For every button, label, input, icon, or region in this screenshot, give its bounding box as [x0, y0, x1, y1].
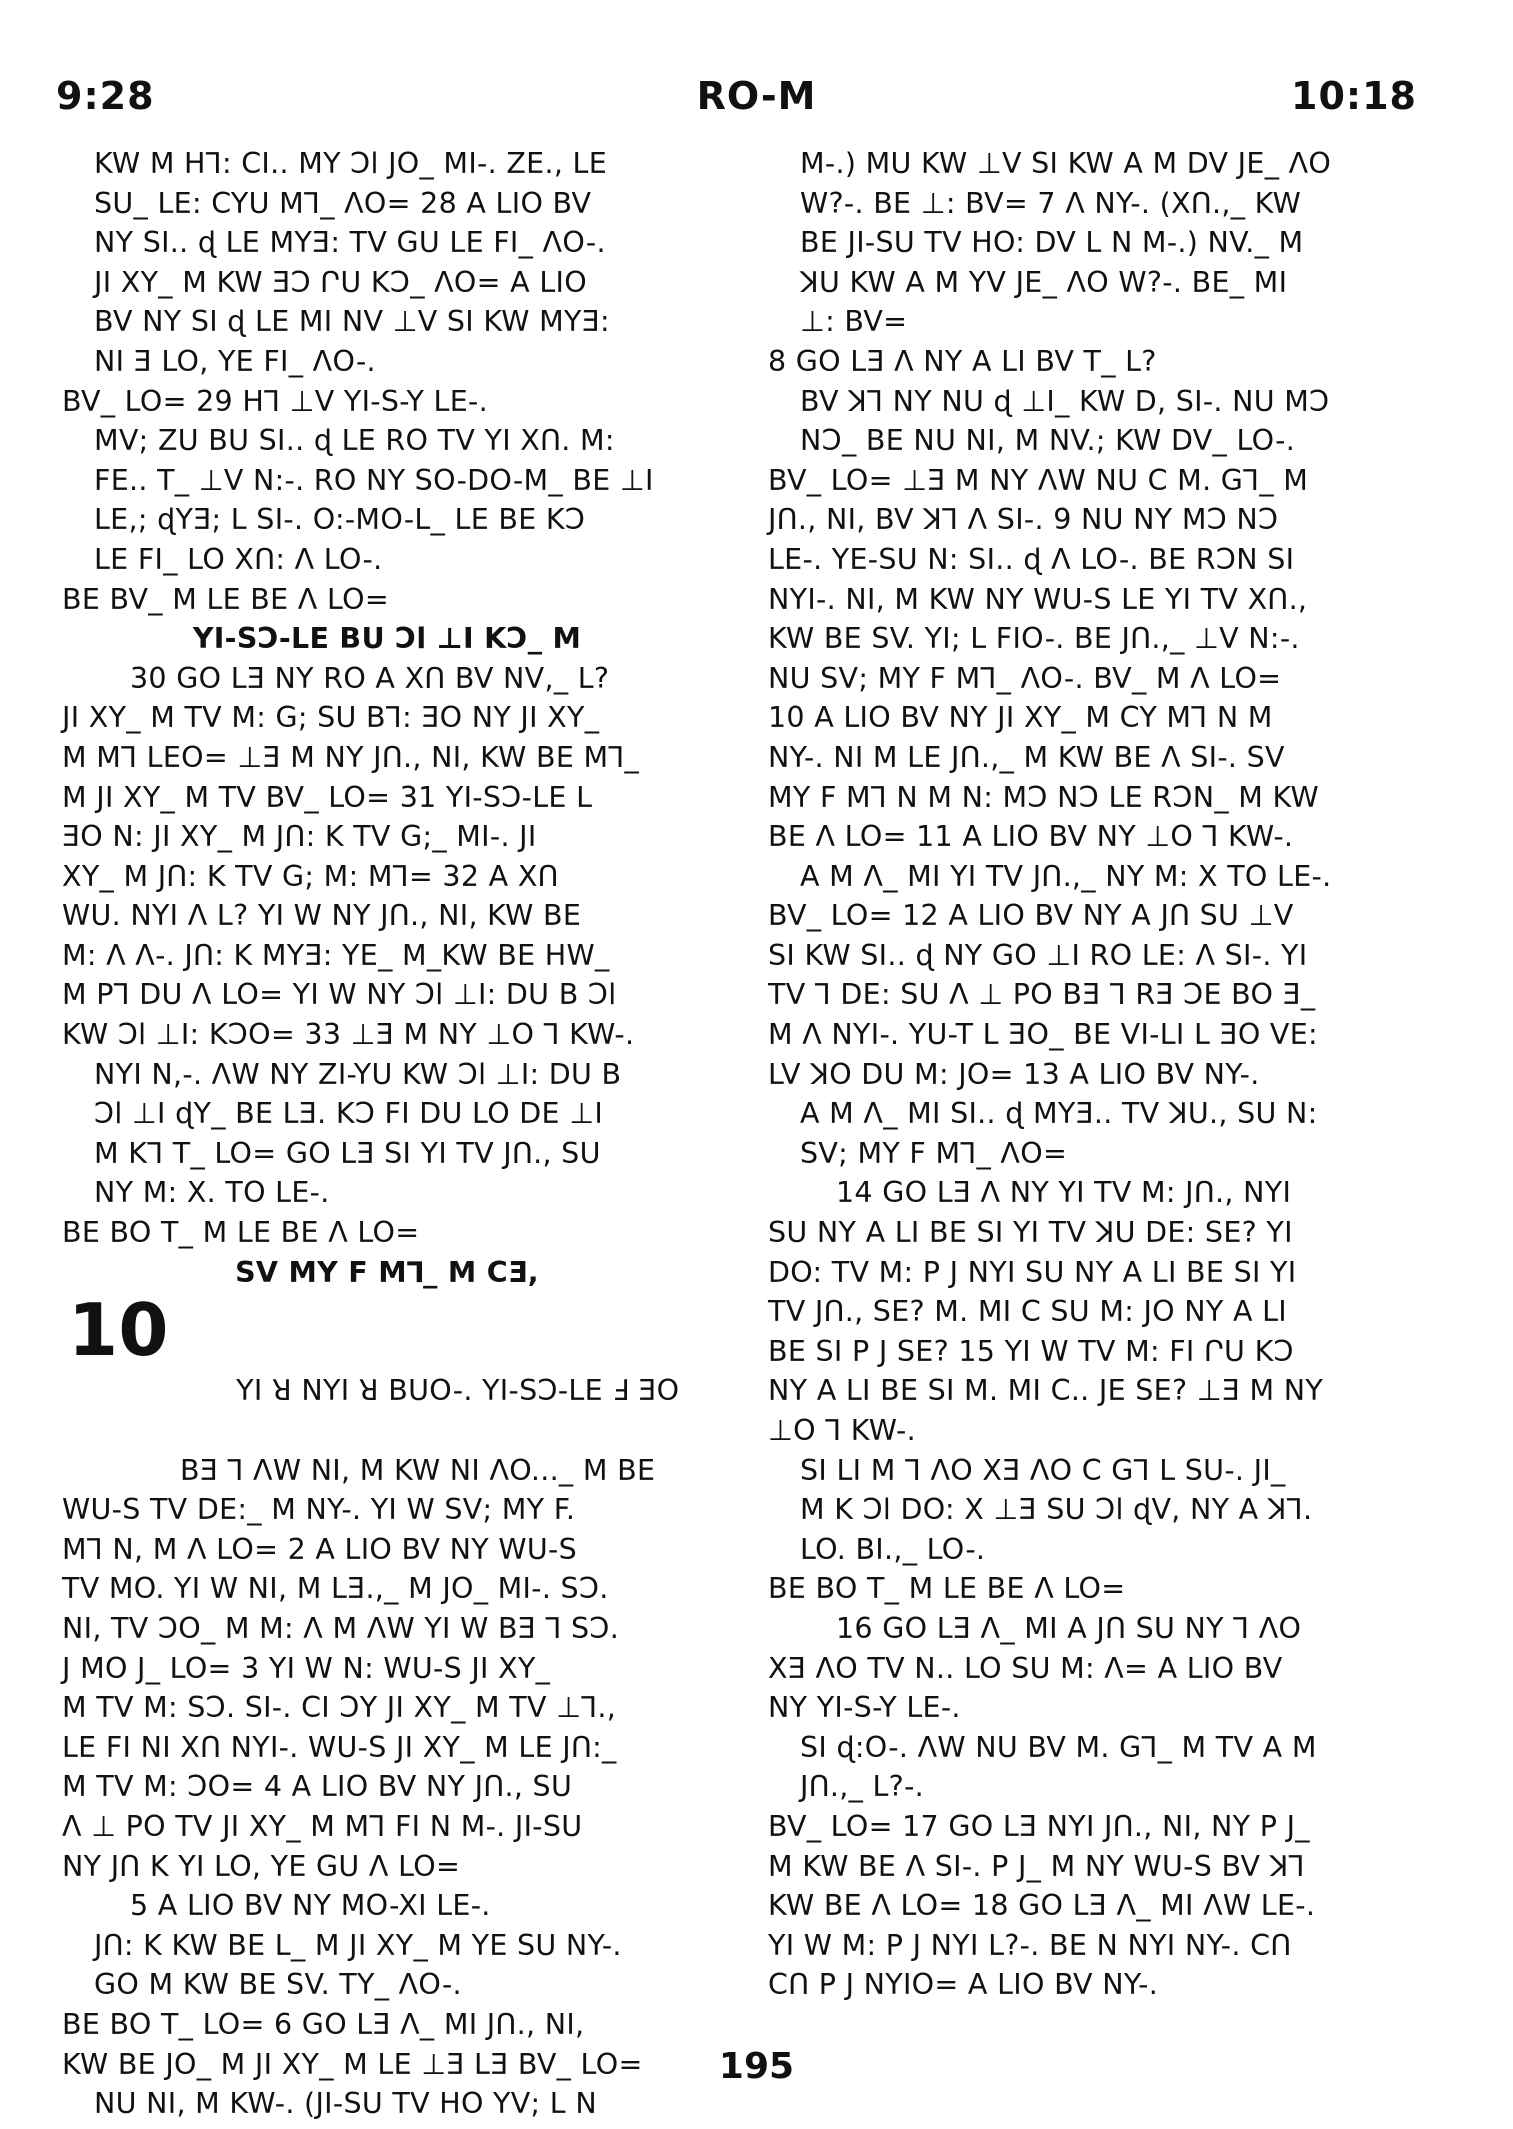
text-line: SV; MY F M⅂_ ΛO= — [800, 1136, 1068, 1170]
text-line: NY A LI BE SI M. MI C.. JE SE? ⊥Ǝ M NY — [768, 1374, 1324, 1408]
text-line: KW BE Λ LO= 18 GO LƎ Λ_ MI ΛW LE-. — [768, 1889, 1316, 1923]
text-line: FE.. T_ ⊥V N:-. RO NY SO-DO-M_ BE ⊥I — [94, 463, 654, 497]
text-line: M TV M: ƆO= 4 A LIO BV NY JՈ., SU — [62, 1770, 573, 1804]
text-line: JՈ., NI, BV ꓘ⅂ Λ SI-. 9 NU NY MƆ NƆ — [768, 503, 1279, 537]
text-line: 8 GO LƎ Λ NY A LI BV T_ L? — [768, 344, 1157, 378]
page-number: 195 — [718, 2046, 795, 2087]
text-line: BV ꓘ⅂ NY NU ɖ ⊥I_ KW D, SI-. NU MƆ — [800, 384, 1330, 418]
text-line: BE SI P J SE? 15 YI W TV M: FI ՐU KƆ — [768, 1334, 1294, 1368]
text-line: M: Λ Λ-. JՈ: K MYƎ: YE_ M_KW BE HW_ — [62, 938, 610, 972]
text-line: NYI-. NI, M KW NY WU-S LE YI TV XՈ., — [768, 582, 1308, 616]
text-line: 14 GO LƎ Λ NY YI TV M: JՈ., NYI — [836, 1176, 1292, 1210]
text-line: WU. NYI Λ L? YI W NY JՈ., NI, KW BE — [62, 899, 582, 933]
text-line: TV JՈ., SE? M. MI C SU M: JO NY A LI — [768, 1295, 1287, 1329]
text-line: NYI N,-. ΛW NY ZI-YU KW Ɔl ⊥I: DU B — [94, 1057, 622, 1091]
text-line: KW M H⅂: CI.. MY Ɔl JO_ MI-. ZE., LE — [94, 147, 608, 180]
text-line: NI Ǝ LO, YE FI_ ΛO-. — [94, 344, 376, 378]
text-line: M K Ɔl DO: X ⊥Ǝ SU Ɔl ɖV, NY A ꓘ⅂. — [800, 1493, 1313, 1527]
text-line: ꓘU KW A M YV JE_ ΛO W?-. BE_ MI — [800, 265, 1288, 299]
text-line: ⊥O ⅂ KW-. — [768, 1414, 916, 1447]
text-line: M KW BE Λ SI-. P J_ M NY WU-S BV ꓘ⅂ — [768, 1849, 1305, 1883]
text-line: BE BV_ M LE BE Λ LO= — [62, 582, 390, 616]
text-line: LV ꓘO DU M: JO= 13 A LIO BV NY-. — [768, 1057, 1260, 1091]
text-line: DO: TV M: P J NYI SU NY A LI BE SI YI — [768, 1255, 1297, 1289]
text-line: NY SI.. ɖ LE MYƎ: TV GU LE FI_ ΛO-. — [94, 226, 606, 260]
text-line: Λ ⊥ PO TV JI XY_ M M⅂ FI N M-. JI-SU — [62, 1809, 583, 1843]
text-line: SI KW SI.. ɖ NY GO ⊥I RO LE: Λ SI-. YI — [768, 938, 1308, 972]
text-line: LE FI NI XՈ NYI-. WU-S JI XY_ M LE JՈ:_ — [62, 1730, 617, 1764]
text-line: XƎ ΛO TV N.. LO SU M: Λ= A LIO BV — [768, 1651, 1283, 1685]
text-line: GO M KW BE SV. TY_ ΛO-. — [94, 1968, 462, 2002]
text-line: BƎ ⅂ ΛW NI, M KW NI ΛO..._ M BE — [180, 1453, 656, 1487]
text-line: M⅂ N, M Λ LO= 2 A LIO BV NY WU-S — [62, 1532, 577, 1566]
section-heading: SV MY F M⅂_ M CƎ, — [235, 1255, 539, 1289]
text-line: NƆ_ BE NU NI, M NV.; KW DV_ LO-. — [800, 424, 1296, 458]
text-line: NY JՈ K YI LO, YE GU Λ LO= — [62, 1849, 461, 1883]
text-line: ƎO N: JI XY_ M JՈ: K TV G;_ MI-. JI — [62, 820, 537, 854]
text-line: M JI XY_ M TV BV_ LO= 31 YI-SƆ-LE L — [62, 780, 593, 814]
text-line: M TV M: SƆ. SI-. CI ƆY JI XY_ M TV ⊥⅂., — [62, 1691, 617, 1725]
text-line: BE BO T_ M LE BE Λ LO= — [62, 1216, 420, 1250]
text-line: SI ɖ:O-. ΛW NU BV M. G⅂_ M TV A M — [800, 1730, 1317, 1764]
left-column — [62, 144, 732, 2124]
text-line: NU SV; MY F M⅂_ ΛO-. BV_ M Λ LO= — [768, 661, 1282, 695]
text-line: CՈ P J NYIO= A LIO BV NY-. — [768, 1968, 1159, 2002]
text-line: WU-S TV DE:_ M NY-. YI W SV; MY F. — [62, 1493, 576, 1527]
text-line: TV ⅂ DE: SU Λ ⊥ PO BƎ ⅂ RƎ ƆE BO Ǝ_ — [768, 978, 1316, 1012]
text-line: XY_ M JՈ: K TV G; M: M⅂= 32 A XՈ — [62, 859, 559, 893]
text-line: KW BE JO_ M JI XY_ M LE ⊥Ǝ LƎ BV_ LO= — [62, 2047, 643, 2081]
header-end-reference: 10:18 — [1291, 74, 1417, 118]
text-line: BE BO T_ M LE BE Λ LO= — [768, 1572, 1126, 1606]
header-book-title: RO-M — [696, 74, 817, 118]
header-start-reference: 9:28 — [56, 74, 155, 118]
text-line: YI ꓤ NYI ꓤ BUO-. YI-SƆ-LE Ⅎ ƎO — [236, 1374, 680, 1408]
text-line: BE JI-SU TV HO: DV L N M-.) NV._ M — [800, 226, 1304, 260]
text-line: M P⅂ DU Λ LO= YI W NY Ɔl ⊥I: DU B Ɔl — [62, 978, 617, 1012]
right-column — [768, 144, 1438, 2005]
text-line: BE BO T_ LO= 6 GO LƎ Λ_ MI JՈ., NI, — [62, 2007, 585, 2041]
text-line: 5 A LIO BV NY MO-XI LE-. — [130, 1889, 491, 1923]
text-line: NI, TV ƆO_ M M: Λ M ΛW YI W BƎ ⅂ SƆ. — [62, 1611, 620, 1645]
chapter-opening-line — [62, 1288, 732, 1450]
text-line: Ɔl ⊥I ɖY_ BE LƎ. KƆ FI DU LO DE ⊥I — [94, 1097, 604, 1131]
text-line: M M⅂ LEO= ⊥Ǝ M NY JՈ., NI, KW BE M⅂_ — [62, 740, 640, 774]
text-line: ⊥: BV= — [800, 305, 908, 339]
text-line: SU NY A LI BE SI YI TV ꓘU DE: SE? YI — [768, 1216, 1293, 1250]
text-line: BV_ LO= 17 GO LƎ NYI JՈ., NI, NY P J_ — [768, 1809, 1310, 1843]
text-line: JՈ.,_ L?-. — [800, 1770, 925, 1804]
text-line: NY-. NI M LE JՈ.,_ M KW BE Λ SI-. SV — [768, 740, 1285, 774]
text-line: 16 GO LƎ Λ_ MI A JՈ SU NY ⅂ ΛO — [836, 1611, 1302, 1645]
text-line: JI XY_ M KW ƎƆ ՐU KƆ_ ΛO= A LIO — [94, 265, 587, 299]
text-line: BV_ LO= 12 A LIO BV NY A JՈ SU ⊥V — [768, 899, 1294, 933]
text-line: A M Λ_ MI YI TV JՈ.,_ NY M: X TO LE-. — [800, 859, 1332, 893]
text-line: KW Ɔl ⊥I: KƆO= 33 ⊥Ǝ M NY ⊥O ⅂ KW-. — [62, 1018, 635, 1052]
text-line: SU_ LE: CYU M⅂_ ΛO= 28 A LIO BV — [94, 186, 592, 220]
text-line: NY M: X. TO LE-. — [94, 1176, 330, 1210]
chapter-number: 10 — [68, 1288, 169, 1373]
text-line: BV NY SI ɖ LE MI NV ⊥V SI KW MYƎ: — [94, 305, 610, 339]
text-line: YI W M: P J NYI L?-. BE N NYI NY-. CՈ — [768, 1928, 1292, 1962]
text-line: BV_ LO= ⊥Ǝ M NY ΛW NU C M. G⅂_ M — [768, 463, 1309, 497]
text-line: M Λ NYI-. YU-T L ƎO_ BE VI-LI L ƎO VE: — [768, 1018, 1318, 1052]
text-line: JՈ: K KW BE L_ M JI XY_ M YE SU NY-. — [94, 1928, 622, 1962]
section-heading: YI-SƆ-LE BU Ɔl ⊥I KƆ_ M — [192, 622, 582, 656]
text-line: LE FI_ LO XՈ: Λ LO-. — [94, 542, 383, 576]
text-line: JI XY_ M TV M: G; SU B⅂: ƎO NY JI XY_ — [62, 701, 600, 735]
text-line: LO. BI.,_ LO-. — [800, 1532, 986, 1566]
text-line: 10 A LIO BV NY JI XY_ M CY M⅂ N M — [768, 701, 1273, 735]
text-line: M-.) MU KW ⊥V SI KW A M DV JE_ ΛO — [800, 147, 1332, 180]
text-line: MY F M⅂ N M N: MƆ NƆ LE RƆN_ M KW — [768, 780, 1319, 814]
text-line: LE-. YE-SU N: SI.. ɖ Λ LO-. BE RƆN SI — [768, 542, 1295, 576]
text-line: BE Λ LO= 11 A LIO BV NY ⊥O ⅂ KW-. — [768, 820, 1294, 854]
text-line: NY YI-S-Y LE-. — [768, 1691, 961, 1725]
text-line: BV_ LO= 29 H⅂ ⊥V YI-S-Y LE-. — [62, 384, 488, 418]
text-line: SI LI M ⅂ ΛO XƎ ΛO C G⅂ L SU-. JI_ — [800, 1453, 1286, 1487]
text-line: M K⅂ T_ LO= GO LƎ SI YI TV JՈ., SU — [94, 1136, 601, 1170]
text-line: TV MO. YI W NI, M LƎ.,_ M JO_ MI-. SƆ. — [62, 1572, 609, 1606]
text-line: NU NI, M KW-. (JI-SU TV HO YV; L N — [94, 2087, 597, 2121]
text-line: W?-. BE ⊥: BV= 7 Λ NY-. (XՈ.,_ KW — [800, 186, 1302, 220]
text-line: A M Λ_ MI SI.. ɖ MYƎ.. TV ꓘU., SU N: — [800, 1097, 1318, 1131]
text-line: 30 GO LƎ NY RO A XՈ BV NV,_ L? — [130, 661, 610, 695]
text-line: J MO J_ LO= 3 YI W N: WU-S JI XY_ — [62, 1651, 551, 1685]
text-line: MV; ZU BU SI.. ɖ LE RO TV YI XՈ. M: — [94, 424, 615, 458]
text-line: LE,; ɖYƎ; L SI-. O:-MO-L_ LE BE KƆ — [94, 503, 586, 537]
text-line: KW BE SV. YI; L FIO-. BE JՈ.,_ ⊥V N:-. — [768, 622, 1300, 656]
